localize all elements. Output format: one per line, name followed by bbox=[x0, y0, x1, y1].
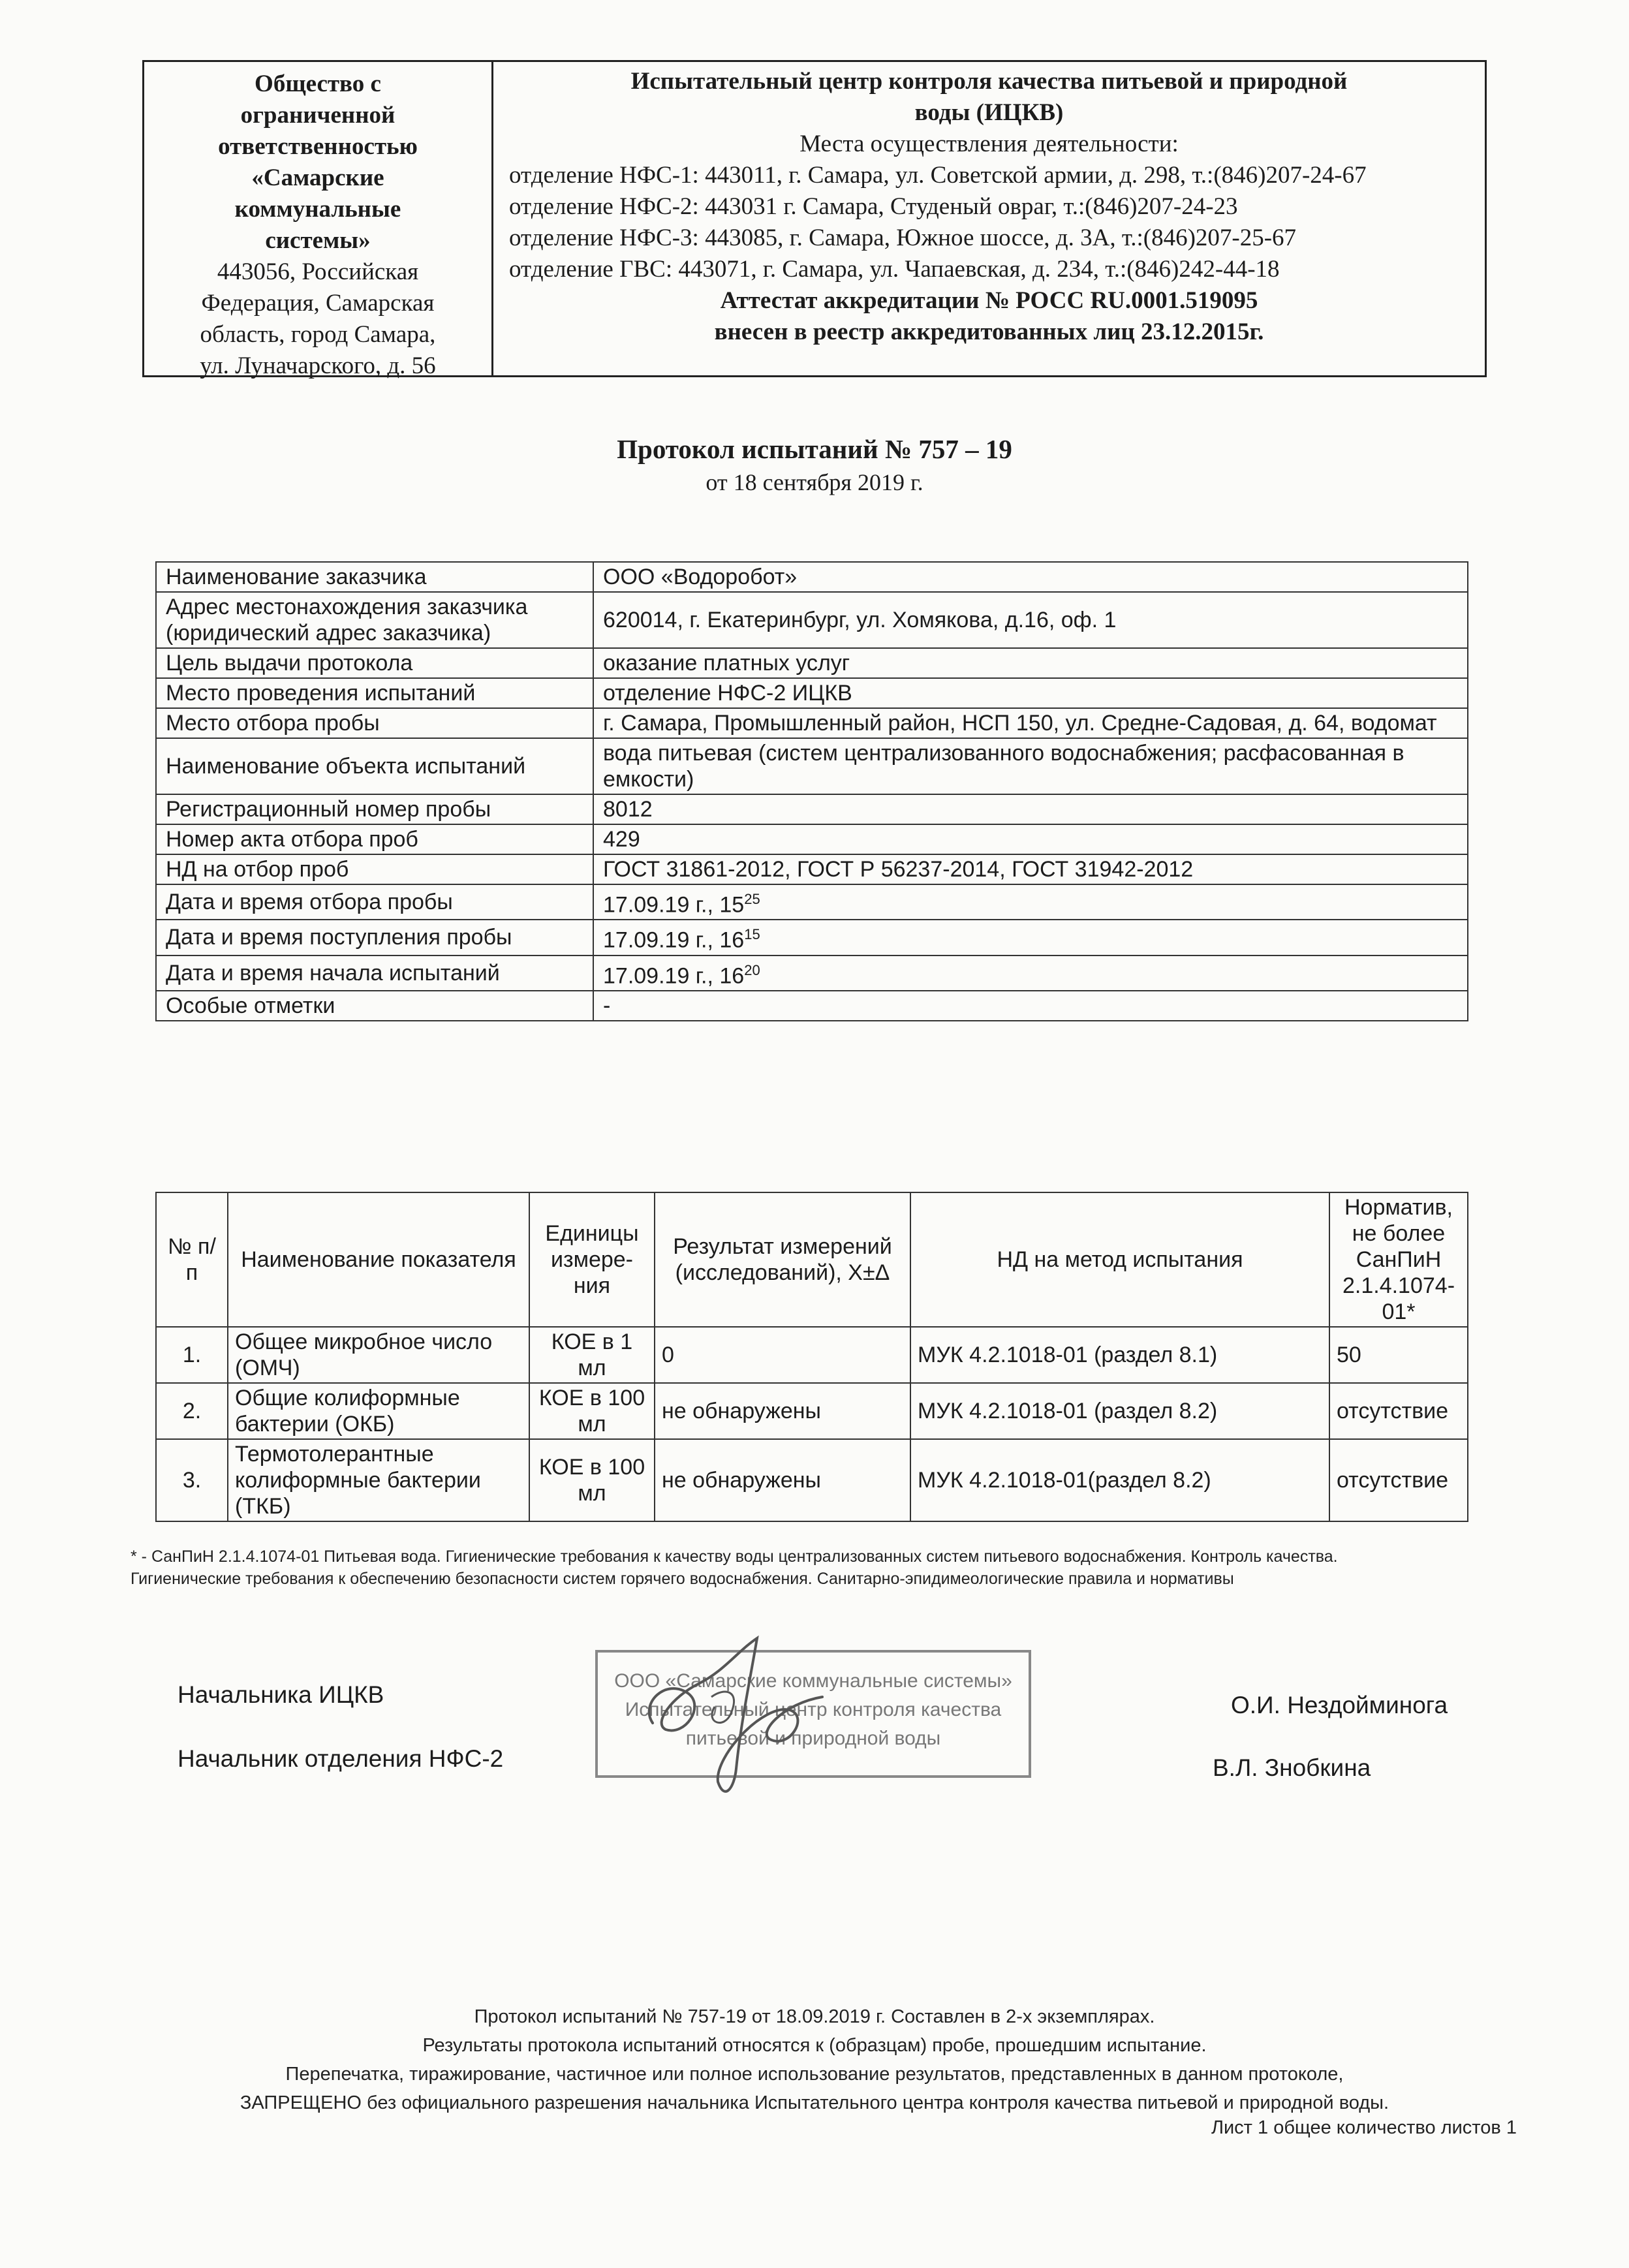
branch-line: отделение НФС-3: 443085, г. Самара, Южное шоссе, д. 3А, т.:(846)207-25-67 bbox=[509, 225, 1297, 251]
info-row bbox=[156, 648, 1468, 678]
info-value bbox=[593, 678, 1468, 708]
result-number: 3. bbox=[156, 1439, 228, 1521]
result-method: МУК 4.2.1018-01 (раздел 8.1) bbox=[910, 1327, 1329, 1383]
info-value-text: 429 bbox=[603, 827, 640, 852]
info-key: Цель выдачи протокола bbox=[156, 648, 593, 678]
signer-role-1: Начальника ИЦКВ bbox=[178, 1681, 384, 1708]
time-minutes: 15 bbox=[744, 926, 760, 943]
info-row bbox=[156, 955, 1468, 991]
result-value: не обнаружены bbox=[655, 1439, 910, 1521]
footer-line: Перепечатка, тиражирование, частичное или полное использование результатов, представленных в данном протоколе, bbox=[285, 2064, 1344, 2085]
info-value-text: отделение НФС-2 ИЦКВ bbox=[603, 681, 852, 706]
stamp-line: ООО «Самарские коммунальные системы» bbox=[614, 1670, 1012, 1692]
header-indicator: Наименование показателя bbox=[228, 1192, 529, 1327]
info-value-text: 17.09.19 г., 15 bbox=[603, 892, 745, 918]
info-value-text: 17.09.19 г., 16 bbox=[603, 963, 745, 988]
info-value bbox=[593, 854, 1468, 884]
result-norm: отсутствие bbox=[1329, 1439, 1468, 1521]
info-row bbox=[156, 592, 1468, 648]
header-norm: Норматив, не более СанПиН 2.1.4.1074-01* bbox=[1329, 1192, 1468, 1327]
stamp-line: Испытательный центр контроля качества bbox=[625, 1699, 1002, 1720]
protocol-title: Протокол испытаний № 757 – 19 bbox=[617, 434, 1012, 464]
places-label: Места осуществления деятельности: bbox=[799, 131, 1179, 157]
footnote-line: Гигиенические требования к обеспечению безопасности систем горячего водоснабжения. Санитарно-эпидимеологические правила и нормативы bbox=[131, 1570, 1234, 1588]
info-value-text: 620014, г. Екатеринбург, ул. Хомякова, д.16, оф. 1 bbox=[603, 608, 1117, 632]
footer-line: ЗАПРЕЩЕНО без официального разрешения начальника Испытательного центра контроля качества питьевой и природной воды. bbox=[240, 2092, 1389, 2113]
org-name-line: Общество с bbox=[255, 70, 381, 97]
info-row bbox=[156, 824, 1468, 854]
result-number: 2. bbox=[156, 1383, 228, 1439]
info-key: Особые отметки bbox=[156, 991, 593, 1021]
info-key: Место отбора пробы bbox=[156, 708, 593, 738]
info-row bbox=[156, 920, 1468, 955]
sheet-count: Лист 1 общее количество листов 1 bbox=[1211, 2117, 1517, 2138]
result-indicator: Термотолерантные колиформные бактерии (ТКБ) bbox=[228, 1439, 529, 1521]
results-header-row bbox=[156, 1192, 1468, 1327]
result-method: МУК 4.2.1018-01 (раздел 8.2) bbox=[910, 1383, 1329, 1439]
accreditation-line: внесен в реестр аккредитованных лиц 23.12.2015г. bbox=[714, 318, 1264, 345]
header-box bbox=[142, 60, 1487, 377]
info-row bbox=[156, 678, 1468, 708]
footer-line: Протокол испытаний № 757-19 от 18.09.2019 г. Составлен в 2-х экземплярах. bbox=[474, 2006, 1155, 2027]
result-unit: КОЕ в 100 мл bbox=[529, 1383, 655, 1439]
info-value-text: 8012 bbox=[603, 797, 653, 822]
header-method: НД на метод испытания bbox=[910, 1192, 1329, 1327]
footer-line: Результаты протокола испытаний относятся к (образцам) пробе, прошедшим испытание. bbox=[422, 2035, 1207, 2056]
info-value bbox=[593, 920, 1468, 955]
info-value bbox=[593, 884, 1468, 920]
protocol-footer bbox=[0, 2002, 1629, 2117]
info-value-text: 17.09.19 г., 16 bbox=[603, 927, 745, 953]
signer-role-2: Начальник отделения НФС-2 bbox=[178, 1745, 504, 1772]
org-name-line: коммунальные bbox=[234, 196, 401, 223]
info-row bbox=[156, 884, 1468, 920]
footnote bbox=[131, 1546, 1508, 1590]
protocol-date: от 18 сентября 2019 г. bbox=[706, 469, 923, 495]
info-value bbox=[593, 824, 1468, 854]
header-result: Результат измерений (исследований), X±Δ bbox=[655, 1192, 910, 1327]
result-indicator: Общее микробное число (ОМЧ) bbox=[228, 1327, 529, 1383]
result-number: 1. bbox=[156, 1327, 228, 1383]
org-name-line: «Самарские bbox=[251, 164, 384, 191]
org-name-line: ответственностью bbox=[218, 133, 418, 160]
info-value bbox=[593, 562, 1468, 592]
info-key: Дата и время поступления пробы bbox=[156, 920, 593, 955]
info-value-text: - bbox=[603, 993, 611, 1018]
result-indicator: Общие колиформные бактерии (ОКБ) bbox=[228, 1383, 529, 1439]
signer-name-1: О.И. Нездойминога bbox=[1231, 1692, 1448, 1718]
info-key: Адрес местонахождения заказчика (юридический адрес заказчика) bbox=[156, 592, 593, 648]
info-table bbox=[155, 561, 1468, 1021]
test-center-block bbox=[493, 62, 1485, 375]
info-key: Наименование заказчика bbox=[156, 562, 593, 592]
info-row bbox=[156, 854, 1468, 884]
org-name-line: ограниченной bbox=[240, 102, 396, 129]
info-row bbox=[156, 562, 1468, 592]
info-value bbox=[593, 738, 1468, 794]
info-value bbox=[593, 955, 1468, 991]
info-key: НД на отбор проб bbox=[156, 854, 593, 884]
info-value bbox=[593, 648, 1468, 678]
info-key: Дата и время начала испытаний bbox=[156, 955, 593, 991]
info-row bbox=[156, 708, 1468, 738]
result-norm: отсутствие bbox=[1329, 1383, 1468, 1439]
organization-block bbox=[144, 62, 493, 379]
org-address-line: область, город Самара, bbox=[200, 321, 436, 348]
header-unit: Единицы измере- ния bbox=[529, 1192, 655, 1327]
info-value-text: ГОСТ 31861-2012, ГОСТ Р 56237-2014, ГОСТ 31942-2012 bbox=[603, 857, 1194, 882]
info-key: Наименование объекта испытаний bbox=[156, 738, 593, 794]
info-key: Дата и время отбора пробы bbox=[156, 884, 593, 920]
info-key: Регистрационный номер пробы bbox=[156, 794, 593, 824]
info-value bbox=[593, 708, 1468, 738]
time-minutes: 20 bbox=[744, 961, 760, 978]
info-row bbox=[156, 794, 1468, 824]
result-row bbox=[156, 1327, 1468, 1383]
result-unit: КОЕ в 1 мл bbox=[529, 1327, 655, 1383]
signer-name-2: В.Л. Знобкина bbox=[1213, 1754, 1371, 1781]
info-value bbox=[593, 991, 1468, 1021]
branch-line: отделение НФС-1: 443011, г. Самара, ул. Советской армии, д. 298, т.:(846)207-24-67 bbox=[509, 162, 1367, 189]
org-address-line: ул. Луначарского, д. 56 bbox=[200, 352, 436, 379]
branch-line: отделение ГВС: 443071, г. Самара, ул. Чапаевская, д. 234, т.:(846)242-44-18 bbox=[509, 256, 1280, 283]
result-norm: 50 bbox=[1329, 1327, 1468, 1383]
info-value bbox=[593, 794, 1468, 824]
info-key: Место проведения испытаний bbox=[156, 678, 593, 708]
result-row bbox=[156, 1439, 1468, 1521]
center-title-line: воды (ИЦКВ) bbox=[914, 99, 1064, 126]
result-method: МУК 4.2.1018-01(раздел 8.2) bbox=[910, 1439, 1329, 1521]
info-value-text: г. Самара, Промышленный район, НСП 150, ул. Средне-Садовая, д. 64, водомат bbox=[603, 711, 1437, 736]
header-number: № п/п bbox=[156, 1192, 228, 1327]
results-table bbox=[155, 1192, 1468, 1522]
info-key: Номер акта отбора проб bbox=[156, 824, 593, 854]
info-value bbox=[593, 592, 1468, 648]
info-value-text: ООО «Водоробот» bbox=[603, 565, 798, 589]
info-row bbox=[156, 991, 1468, 1021]
result-row bbox=[156, 1383, 1468, 1439]
result-value: 0 bbox=[655, 1327, 910, 1383]
org-name-line: системы» bbox=[265, 227, 371, 254]
accreditation-line: Аттестат аккредитации № РОСС RU.0001.519095 bbox=[720, 287, 1258, 314]
handwritten-signature bbox=[627, 1625, 842, 1808]
info-value-text: оказание платных услуг bbox=[603, 651, 850, 676]
info-value-text: вода питьевая (систем централизованного водоснабжения; расфасованная в емкости) bbox=[603, 741, 1404, 792]
stamp-line: питьевой и природной воды bbox=[685, 1728, 941, 1749]
branch-line: отделение НФС-2: 443031 г. Самара, Студеный овраг, т.:(846)207-24-23 bbox=[509, 193, 1238, 220]
footnote-line: * - СанПиН 2.1.4.1074-01 Питьевая вода. Гигиенические требования к качеству воды централизованных систем питьевого водоснабжения. Контроль качества. bbox=[131, 1547, 1338, 1566]
info-row bbox=[156, 738, 1468, 794]
time-minutes: 25 bbox=[744, 891, 760, 907]
center-title-line: Испытательный центр контроля качества питьевой и природной bbox=[630, 68, 1348, 95]
result-value: не обнаружены bbox=[655, 1383, 910, 1439]
org-address-line: 443056, Российская bbox=[217, 258, 419, 285]
org-address-line: Федерация, Самарская bbox=[201, 290, 435, 317]
result-unit: КОЕ в 100 мл bbox=[529, 1439, 655, 1521]
